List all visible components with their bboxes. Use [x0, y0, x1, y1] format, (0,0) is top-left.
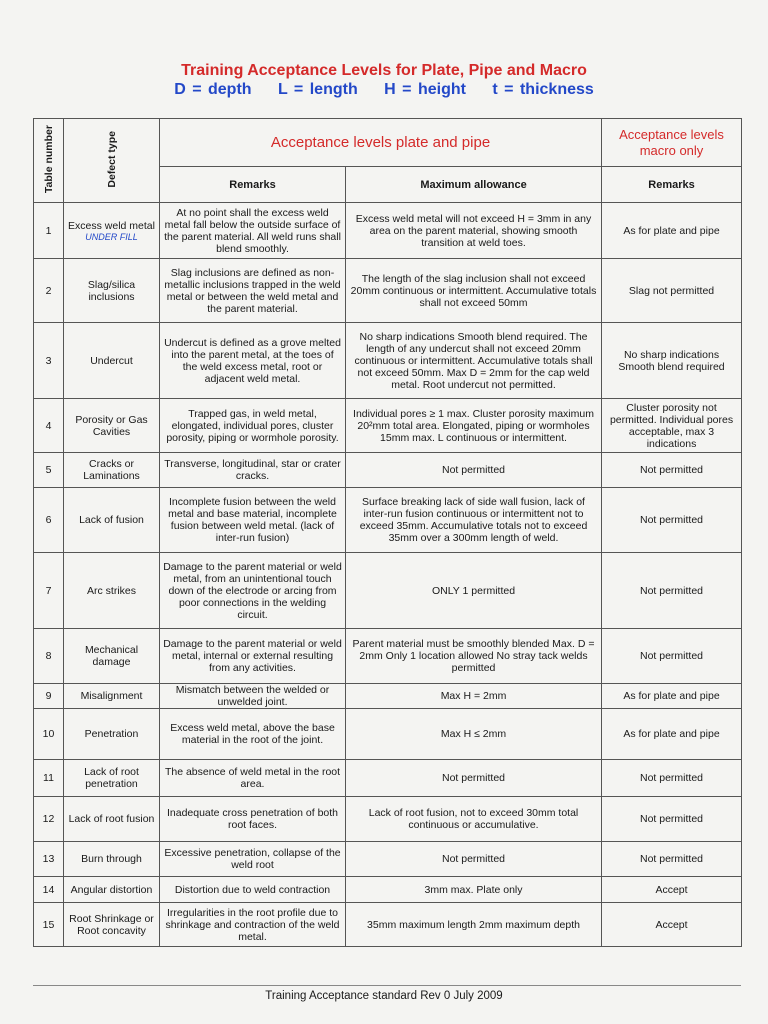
row-macro-remarks: Accept: [602, 903, 742, 947]
row-remarks: Excess weld metal, above the base material in the root of the joint.: [160, 709, 346, 760]
handwritten-annotation: UNDER FILL: [85, 231, 138, 242]
table-row: [34, 629, 742, 684]
row-macro-remarks: Not permitted: [602, 842, 742, 877]
legend-height: H = height: [384, 81, 466, 98]
row-remarks: At no point shall the excess weld metal fall below the outside surface of the parent material. All weld runs shall blend smoothly.: [160, 203, 346, 259]
row-defect-type: Root Shrinkage or Root concavity: [64, 903, 160, 947]
remarks-header: Remarks: [160, 167, 346, 203]
table-row: [34, 842, 742, 877]
row-remarks: Irregularities in the root profile due to shrinkage and contraction of the weld metal.: [160, 903, 346, 947]
row-defect-type: Undercut: [64, 323, 160, 399]
row-defect-type: Porosity or Gas Cavities: [64, 399, 160, 453]
row-macro-remarks: As for plate and pipe: [602, 203, 742, 259]
row-maximum-allowance: Lack of root fusion, not to exceed 30mm total continuous or accumulative.: [346, 797, 602, 842]
row-remarks: Slag inclusions are defined as non-metallic inclusions trapped in the weld metal or between the weld metal and the parent material.: [160, 259, 346, 323]
table-number-header: Table number: [34, 119, 64, 203]
row-maximum-allowance: Max H ≤ 2mm: [346, 709, 602, 760]
row-number: 15: [34, 903, 64, 947]
row-maximum-allowance: Max H = 2mm: [346, 684, 602, 709]
row-number: 3: [34, 323, 64, 399]
table-row: [34, 259, 742, 323]
row-maximum-allowance: 35mm maximum length 2mm maximum depth: [346, 903, 602, 947]
row-macro-remarks: Not permitted: [602, 760, 742, 797]
table-row: [34, 453, 742, 488]
row-macro-remarks: Not permitted: [602, 629, 742, 684]
row-defect-type: Mechanical damage: [64, 629, 160, 684]
row-maximum-allowance: Parent material must be smoothly blended Max. D = 2mm Only 1 location allowed No stray tack welds permitted: [346, 629, 602, 684]
row-number: 14: [34, 877, 64, 903]
row-remarks: Mismatch between the welded or unwelded joint.: [160, 684, 346, 709]
row-remarks: Distortion due to weld contraction: [160, 877, 346, 903]
row-remarks: Damage to the parent material or weld metal, from an unintentional touch down of the electrode or arcing from poor connections in the welding circuit.: [160, 553, 346, 629]
row-macro-remarks: As for plate and pipe: [602, 709, 742, 760]
row-maximum-allowance: Not permitted: [346, 760, 602, 797]
row-number: 12: [34, 797, 64, 842]
table-row: [34, 399, 742, 453]
page-title: Training Acceptance Levels for Plate, Pipe and Macro: [181, 62, 587, 79]
row-maximum-allowance: Not permitted: [346, 453, 602, 488]
row-macro-remarks: Not permitted: [602, 453, 742, 488]
macro-remarks-header: Remarks: [602, 167, 742, 203]
table-row: [34, 797, 742, 842]
row-defect-type: Burn through: [64, 842, 160, 877]
row-number: 11: [34, 760, 64, 797]
row-remarks: Excessive penetration, collapse of the weld root: [160, 842, 346, 877]
footer-divider: [33, 985, 741, 986]
acceptance-table: [33, 118, 742, 947]
row-defect-type: Lack of root fusion: [64, 797, 160, 842]
row-maximum-allowance: The length of the slag inclusion shall not exceed 20mm continuous or intermittent. Accumulative totals shall not exceed 50mm: [346, 259, 602, 323]
row-remarks: Damage to the parent material or weld metal, internal or external resulting from any activities.: [160, 629, 346, 684]
row-remarks: Trapped gas, in weld metal, elongated, individual pores, cluster porosity, piping or wormhole porosity.: [160, 399, 346, 453]
footer-text: Training Acceptance standard Rev 0 July 2009: [265, 990, 503, 1002]
row-number: 4: [34, 399, 64, 453]
row-maximum-allowance: Excess weld metal will not exceed H = 3mm in any area on the parent material, showing smooth transition at weld toes.: [346, 203, 602, 259]
table-row: [34, 903, 742, 947]
row-defect-type: Arc strikes: [64, 553, 160, 629]
legend-length: L = length: [278, 81, 358, 98]
row-defect-type: Misalignment: [64, 684, 160, 709]
row-maximum-allowance: Not permitted: [346, 842, 602, 877]
row-maximum-allowance: No sharp indications Smooth blend required. The length of any undercut shall not exceed 20mm continuous or intermittent. Accumulative totals shall not exceed 50mm. Max D = 2mm for the cap weld metal. Root undercut not permitted.: [346, 323, 602, 399]
row-defect-type: Angular distortion: [64, 877, 160, 903]
row-maximum-allowance: ONLY 1 permitted: [346, 553, 602, 629]
table-row: [34, 488, 742, 553]
row-macro-remarks: No sharp indications Smooth blend required: [602, 323, 742, 399]
row-defect-type: Penetration: [64, 709, 160, 760]
table-row: [34, 553, 742, 629]
row-remarks: Undercut is defined as a grove melted into the parent metal, at the toes of the weld excess metal, root or adjacent weld metal.: [160, 323, 346, 399]
row-defect-type: Lack of root penetration: [64, 760, 160, 797]
row-maximum-allowance: 3mm max. Plate only: [346, 877, 602, 903]
row-number: 5: [34, 453, 64, 488]
maximum-allowance-header: Maximum allowance: [346, 167, 602, 203]
row-defect-type: Slag/silica inclusions: [64, 259, 160, 323]
legend-thickness: t = thickness: [492, 81, 594, 98]
row-number: 6: [34, 488, 64, 553]
row-remarks: Transverse, longitudinal, star or crater cracks.: [160, 453, 346, 488]
row-number: 10: [34, 709, 64, 760]
table-row: [34, 684, 742, 709]
row-macro-remarks: Accept: [602, 877, 742, 903]
table-row: [34, 709, 742, 760]
row-remarks: Inadequate cross penetration of both root faces.: [160, 797, 346, 842]
legend-depth: D = depth: [174, 81, 252, 98]
row-macro-remarks: As for plate and pipe: [602, 684, 742, 709]
table-row: [34, 760, 742, 797]
row-defect-type: Lack of fusion: [64, 488, 160, 553]
table-row: [34, 877, 742, 903]
row-number: 2: [34, 259, 64, 323]
row-macro-remarks: Not permitted: [602, 553, 742, 629]
plate-pipe-header: Acceptance levels plate and pipe: [160, 119, 602, 167]
row-macro-remarks: Slag not permitted: [602, 259, 742, 323]
macro-header: Acceptance levels macro only: [602, 119, 742, 167]
row-macro-remarks: Cluster porosity not permitted. Individual pores acceptable, max 3 indications: [602, 399, 742, 453]
row-number: 13: [34, 842, 64, 877]
table-row: [34, 323, 742, 399]
row-defect-type: Excess weld metal UNDER FILL: [64, 203, 160, 259]
row-number: 1: [34, 203, 64, 259]
row-macro-remarks: Not permitted: [602, 797, 742, 842]
row-defect-type: Cracks or Laminations: [64, 453, 160, 488]
legend: [0, 81, 768, 99]
row-remarks: The absence of weld metal in the root area.: [160, 760, 346, 797]
row-maximum-allowance: Individual pores ≥ 1 max. Cluster porosity maximum 20²mm total area. Elongated, piping or wormholes 15mm max. L continuous or intermittent.: [346, 399, 602, 453]
table-row: [34, 203, 742, 259]
row-macro-remarks: Not permitted: [602, 488, 742, 553]
row-maximum-allowance: Surface breaking lack of side wall fusion, lack of inter-run fusion continuous or intermittent not to exceed 35mm. Accumulative totals not to exceed 35mm over a 300mm length of weld.: [346, 488, 602, 553]
row-number: 7: [34, 553, 64, 629]
row-number: 8: [34, 629, 64, 684]
defect-type-header: Defect type: [64, 119, 160, 203]
row-number: 9: [34, 684, 64, 709]
row-remarks: Incomplete fusion between the weld metal and base material, incomplete fusion between weld metal. (lack of inter-run fusion): [160, 488, 346, 553]
